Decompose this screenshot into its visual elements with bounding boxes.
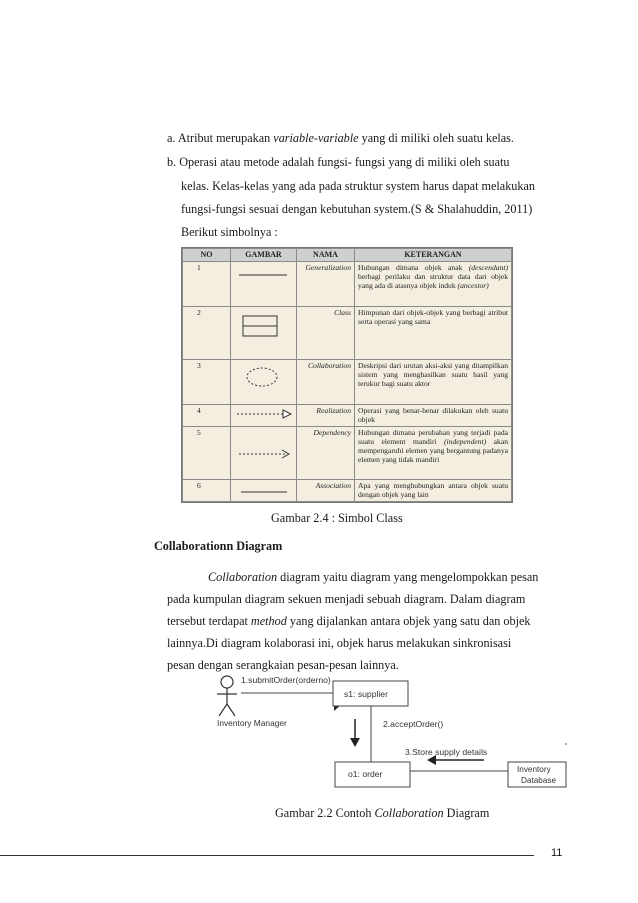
message-3-label: 3.Store supply details bbox=[405, 747, 488, 757]
object-database-label-2: Database bbox=[521, 776, 557, 785]
message-2-label: 2.acceptOrder() bbox=[383, 719, 444, 729]
actor-label: Inventory Manager bbox=[217, 718, 287, 728]
cell-gambar bbox=[231, 427, 297, 480]
class-box-icon bbox=[231, 307, 295, 359]
header-keterangan: KETERANGAN bbox=[355, 249, 512, 262]
cell-keterangan: Operasi yang benar-benar dilakukan oleh suatu objek bbox=[355, 404, 512, 426]
list-item-b-cont-2: fungsi-fungsi sesuai dengan kebutuhan system.(S & Shalahuddin, 2011) bbox=[181, 202, 533, 216]
paragraph-line-3: tersebut terdapat method yang dijalankan antara objek yang satu dan objek bbox=[167, 614, 531, 628]
cell-gambar bbox=[231, 261, 297, 306]
cell-no: 1 bbox=[183, 261, 231, 306]
object-database-label-1: Inventory bbox=[517, 765, 551, 774]
header-nama: NAMA bbox=[297, 249, 355, 262]
header-gambar: GAMBAR bbox=[231, 249, 297, 262]
symbol-table bbox=[181, 247, 513, 503]
paragraph-line-1: Collaboration diagram yaitu diagram yang mengelompokkan pesan bbox=[208, 570, 539, 584]
cell-no: 2 bbox=[183, 306, 231, 359]
figure-caption-2: Gambar 2.2 Contoh Collaboration Diagram bbox=[275, 806, 490, 820]
cell-nama: Realization bbox=[297, 404, 355, 426]
table-row bbox=[183, 427, 512, 480]
footer-rule bbox=[0, 855, 534, 856]
collaboration-ellipse-icon bbox=[231, 360, 295, 404]
cell-gambar bbox=[231, 359, 297, 404]
cell-gambar bbox=[231, 306, 297, 359]
table-row bbox=[183, 261, 512, 306]
cell-keterangan: Himpunan dari objek-objek yang berbagi atribut serta operasi yang sama bbox=[355, 306, 512, 359]
paragraph-line-2: pada kumpulan diagram sekuen menjadi sebuah diagram. Dalam diagram bbox=[167, 592, 526, 606]
figure-caption-1: Gambar 2.4 : Simbol Class bbox=[271, 511, 403, 525]
cell-gambar bbox=[231, 480, 297, 502]
association-line-icon bbox=[231, 480, 295, 501]
header-no: NO bbox=[183, 249, 231, 262]
cell-nama: Class bbox=[297, 306, 355, 359]
realization-arrow-icon bbox=[231, 405, 295, 427]
cell-keterangan: Hubungan dimana perubahan yang terjadi pada suatu element mandiri (independent) akan mempengaruhi elemen yang bergantung padanya elemen yang tidak mandiri bbox=[355, 427, 512, 480]
table-row bbox=[183, 306, 512, 359]
generalization-line-icon bbox=[231, 262, 295, 306]
cell-no: 5 bbox=[183, 427, 231, 480]
table-header-row bbox=[183, 249, 512, 262]
list-item-b-cont-3: Berikut simbolnya : bbox=[181, 225, 278, 239]
list-item-b-cont-1: kelas. Kelas-kelas yang ada pada struktur system harus dapat melakukan bbox=[181, 179, 535, 193]
cell-no: 3 bbox=[183, 359, 231, 404]
cell-keterangan: Deskripsi dari urutan aksi-aksi yang ditampilkan sistem yang menghasilkan suatu hasil yang terukur bagi suatu aktor bbox=[355, 359, 512, 404]
cell-keterangan: Apa yang menghubungkan antara objek suatu dengan objek yang lain bbox=[355, 480, 512, 502]
table-row bbox=[183, 480, 512, 502]
cell-gambar bbox=[231, 404, 297, 426]
page-number: 11 bbox=[551, 847, 563, 859]
cell-nama: Generalization bbox=[297, 261, 355, 306]
cell-nama: Dependency bbox=[297, 427, 355, 480]
cell-no: 4 bbox=[183, 404, 231, 426]
message-1-label: 1.submitOrder(orderno) bbox=[241, 675, 331, 685]
scan-artifact bbox=[565, 743, 567, 745]
dependency-arrow-icon bbox=[231, 427, 295, 479]
table-row bbox=[183, 359, 512, 404]
list-item-b: b. Operasi atau metode adalah fungsi- fungsi yang di miliki oleh suatu bbox=[167, 155, 510, 169]
object-supplier-label: s1: supplier bbox=[344, 689, 388, 699]
table-row bbox=[183, 404, 512, 426]
cell-keterangan: Hubungan dimana objek anak (descendant) berbagi perilaku dan struktur data dari objek yang ada di atasnya objek induk (ancestor) bbox=[355, 261, 512, 306]
cell-nama: Collaboration bbox=[297, 359, 355, 404]
paragraph-line-4: lainnya.Di diagram kolaborasi ini, objek harus melakukan sinkronisasi bbox=[167, 636, 512, 650]
paragraph-line-5: pesan dengan serangkaian pesan-pesan lainnya. bbox=[167, 658, 399, 672]
object-order-label: o1: order bbox=[348, 769, 383, 779]
collaboration-diagram bbox=[205, 665, 575, 795]
cell-no: 6 bbox=[183, 480, 231, 502]
message-2-arrow-icon bbox=[350, 738, 360, 747]
cell-nama: Association bbox=[297, 480, 355, 502]
section-heading: Collaborationn Diagram bbox=[154, 539, 283, 553]
list-item-a: a. Atribut merupakan variable-variable yang di miliki oleh suatu kelas. bbox=[167, 131, 514, 145]
actor-stick-figure-icon bbox=[217, 676, 237, 716]
